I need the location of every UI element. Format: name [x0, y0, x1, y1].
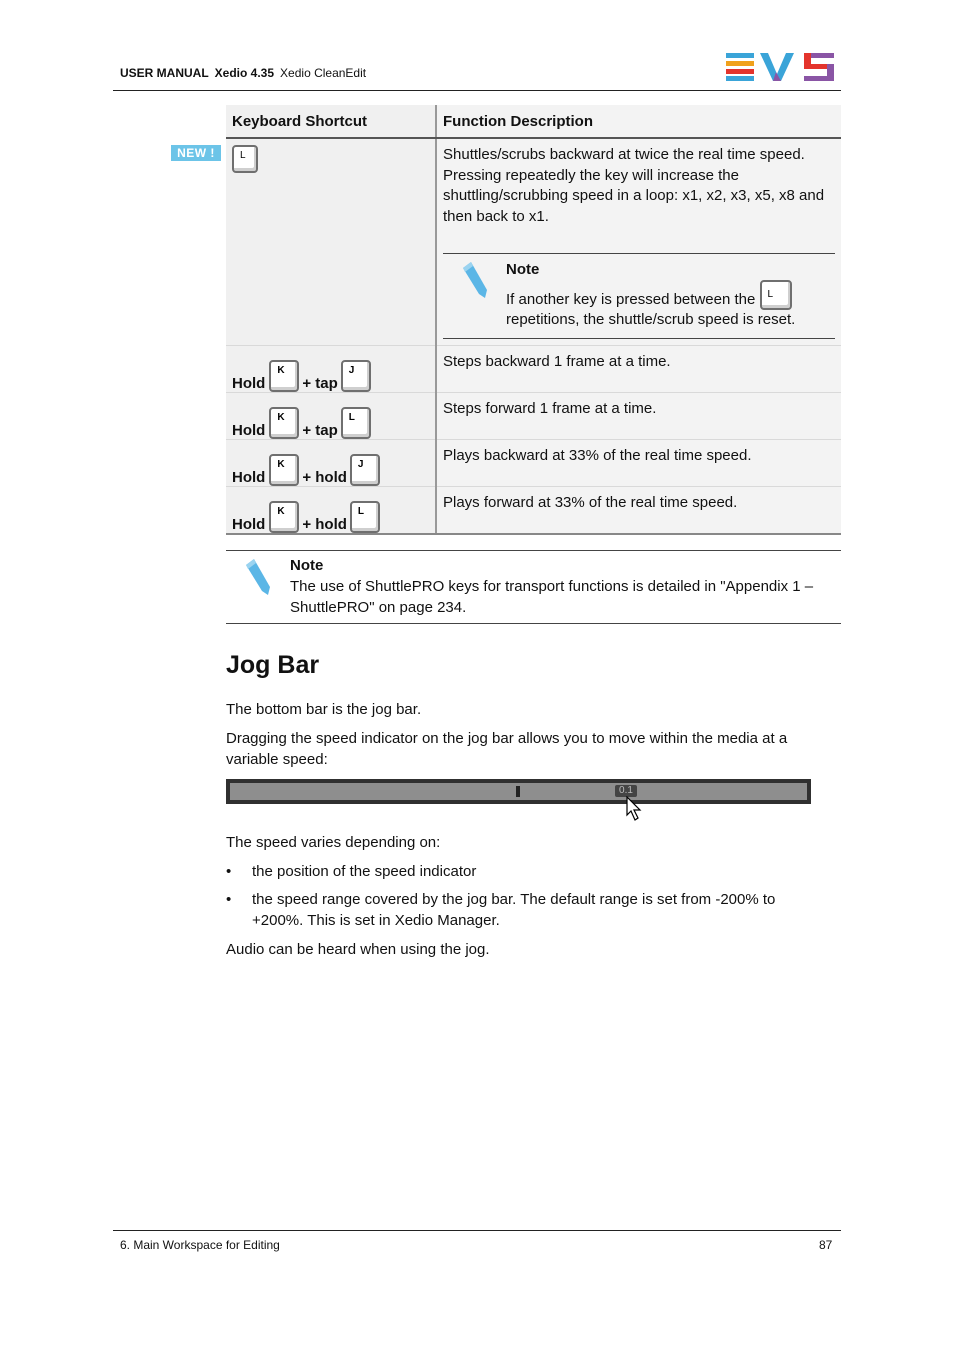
pencil-icon [244, 559, 272, 597]
note-text: The use of ShuttlePRO keys for transport functions is detailed in "Appendix 1 – ShuttlePRO" on page 234. [290, 578, 814, 616]
page-number: 87 [819, 1238, 833, 1252]
list-item: • the position of the speed indicator [226, 863, 477, 880]
shortcut-cell [226, 138, 436, 346]
table-header-row [226, 105, 841, 138]
shortcut-cell [226, 487, 436, 535]
header-divider [113, 90, 841, 91]
key-j: J [341, 360, 371, 392]
key-combo: Hold K + hold J [232, 446, 429, 486]
key-k: K [269, 454, 299, 486]
pencil-icon [461, 262, 489, 300]
paragraph: Dragging the speed indicator on the jog bar allows you to move within the media at a variable speed: [226, 730, 788, 768]
doc-type: USER MANUAL [120, 66, 209, 80]
key-combo: Hold K + tap L [232, 399, 429, 439]
footer-chapter: 6. Main Workspace for Editing [120, 1238, 280, 1252]
key-l: L [760, 280, 792, 310]
description-cell [436, 440, 841, 487]
page-header [120, 66, 366, 80]
module-name: Xedio CleanEdit [280, 66, 367, 80]
shortcut-cell [226, 393, 436, 440]
key-combo: Hold K + tap J [232, 352, 429, 392]
shortcut-cell [226, 346, 436, 393]
key-combo: Hold K + hold L [232, 493, 429, 533]
footer-divider [113, 1230, 841, 1231]
key-l: L [350, 501, 380, 533]
key-l: L [232, 145, 258, 173]
cursor-arrow-icon [626, 796, 642, 822]
jog-speed-indicator[interactable]: 0.1 [615, 785, 637, 797]
product-name: Xedio 4.35 [214, 66, 275, 80]
row-description: Steps backward 1 frame at a time. [443, 353, 671, 370]
table-row [226, 346, 841, 393]
description-cell [436, 393, 841, 440]
paragraph: Audio can be heard when using the jog. [226, 941, 490, 958]
key-l: L [341, 407, 371, 439]
note-block [226, 550, 841, 624]
shortcut-cell [226, 440, 436, 487]
key-j: J [350, 454, 380, 486]
description-cell [436, 487, 841, 535]
jog-bar[interactable] [226, 779, 811, 804]
row-description: Plays backward at 33% of the real time speed. [443, 447, 752, 464]
note-text: If another key is pressed between the L repetitions, the shuttle/scrub speed is reset. [506, 280, 826, 330]
note-title: Note [506, 261, 540, 278]
col-header-description: Function Description [436, 105, 841, 138]
description-cell [436, 138, 841, 346]
paragraph: The speed varies depending on: [226, 834, 441, 851]
table-row [226, 138, 841, 346]
evs-logo [724, 52, 836, 82]
table-row [226, 393, 841, 440]
description-cell [436, 346, 841, 393]
shortcut-table [226, 105, 841, 535]
key-k: K [269, 360, 299, 392]
row-description: Shuttles/scrubs backward at twice the real time speed. Pressing repeatedly the key will increase the shuttling/scrubbing speed in a loop: x1, x2, x3, x5, x8 and then back to x1. [443, 146, 825, 225]
new-badge: NEW ! [171, 145, 221, 161]
inline-note [443, 253, 835, 339]
paragraph: The bottom bar is the jog bar. [226, 701, 422, 718]
col-header-shortcut: Keyboard Shortcut [226, 105, 436, 138]
list-item: • the speed range covered by the jog bar. The default range is set from -200% to +200%. This is set in Xedio Manager. [226, 891, 776, 929]
jog-track[interactable] [230, 783, 807, 800]
key-k: K [269, 407, 299, 439]
row-description: Plays forward at 33% of the real time speed. [443, 494, 738, 511]
section-title: Jog Bar [226, 651, 320, 679]
table-row [226, 440, 841, 487]
table-row [226, 487, 841, 535]
note-title: Note [290, 557, 324, 574]
jog-center-mark [516, 786, 520, 797]
key-k: K [269, 501, 299, 533]
row-description: Steps forward 1 frame at a time. [443, 400, 657, 417]
